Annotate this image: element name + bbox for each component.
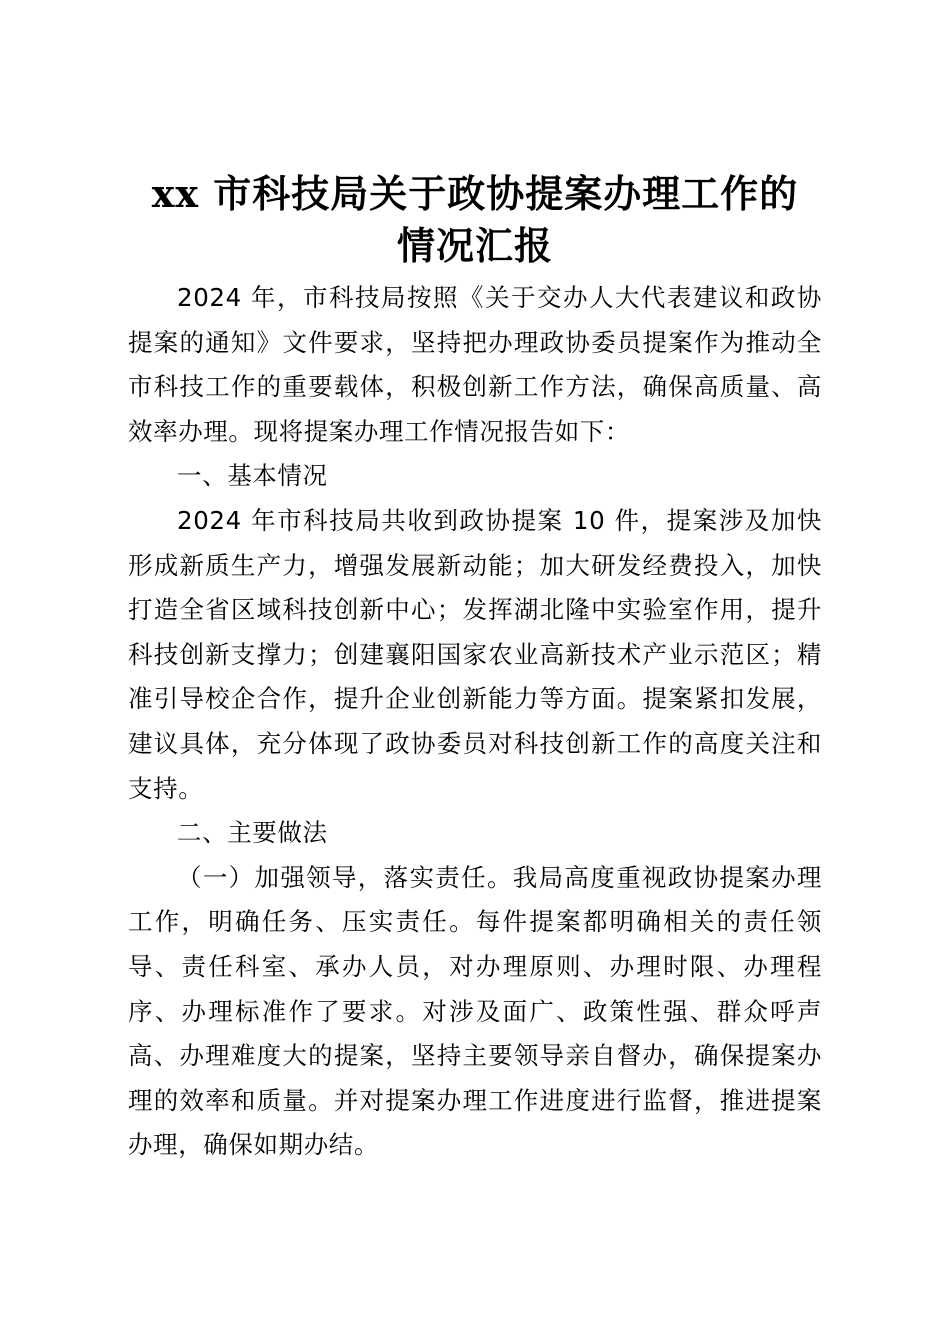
intro-paragraph: 2024 年，市科技局按照《关于交办人大代表建议和政协提案的通知》文件要求，坚持把办理政协委员提案作为推动全市科技工作的重要载体，积极创新工作方法，确保高质量、高效率办理。现将提案办理工作情况报告如下： bbox=[128, 283, 822, 446]
section-heading-main-practices: 二、主要做法 bbox=[177, 818, 328, 848]
title-line-1: xx 市科技局关于政协提案办理工作的 bbox=[151, 171, 799, 216]
leadership-paragraph: （一）加强领导，落实责任。我局高度重视政协提案办理工作，明确任务、压实责任。每件提案都明确相关的责任领导、责任科室、承办人员，对办理原则、办理时限、办理程序、办理标准作了要求。对涉及面广、政策性强、群众呼声高、办理难度大的提案，坚持主要领导亲自督办，确保提案办理的效率和质量。并对提案办理工作进度进行监督，推进提案办理，确保如期办结。 bbox=[128, 862, 822, 1160]
document-title bbox=[128, 168, 822, 272]
title-line-2: 情况汇报 bbox=[396, 223, 553, 268]
section-heading-basic-situation: 一、基本情况 bbox=[177, 461, 328, 491]
basic-situation-paragraph: 2024 年市科技局共收到政协提案 10 件，提案涉及加快形成新质生产力，增强发展新动能；加大研发经费投入，加快打造全省区域科技创新中心；发挥湖北隆中实验室作用，提升科技创新支撑力；创建襄阳国家农业高新技术产业示范区；精准引导校企合作，提升企业创新能力等方面。提案紧扣发展，建议具体，充分体现了政协委员对科技创新工作的高度关注和支持。 bbox=[128, 505, 822, 803]
document-body bbox=[128, 276, 822, 1168]
